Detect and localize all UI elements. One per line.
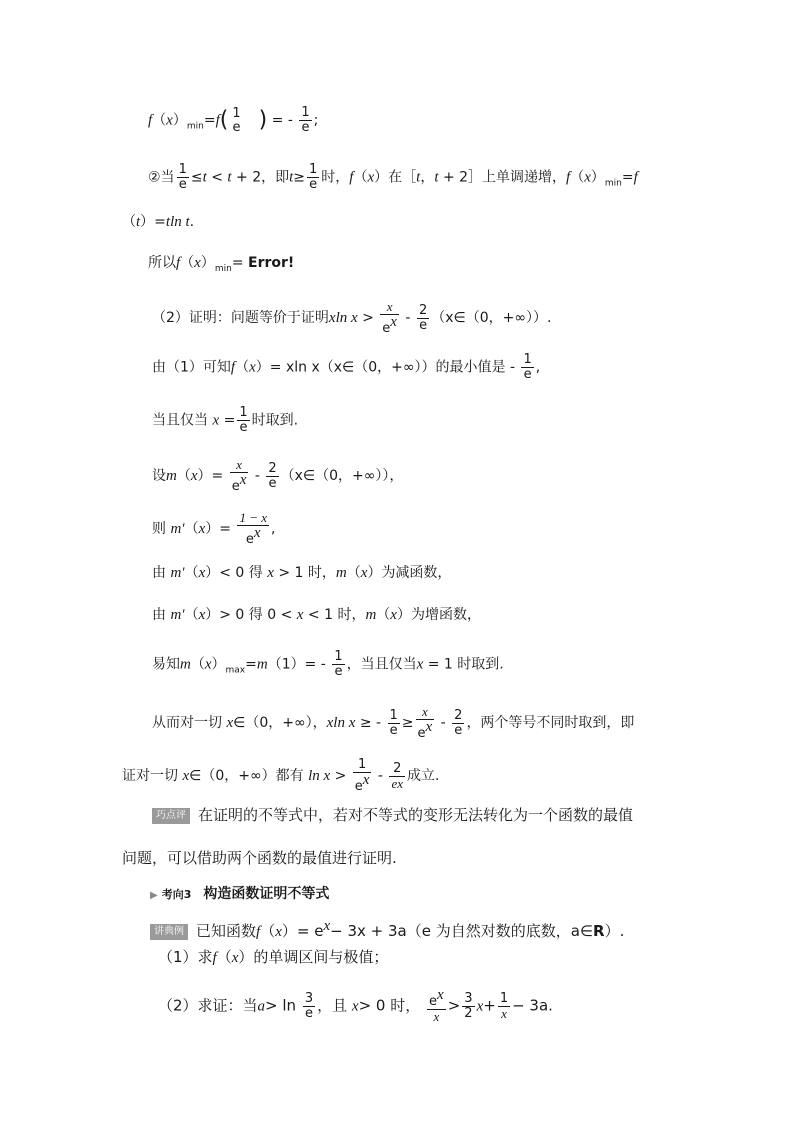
equals: = [154,214,166,230]
exponent: x [323,918,331,934]
comma: ， [420,169,435,186]
t-symbol: t [416,169,421,186]
text: 由（1）可知 [152,359,231,376]
fraction [230,458,249,494]
text: > ln [265,996,297,1015]
line-question-1: （1）求f（x）的单调区间与极值； [158,948,389,966]
error-text: Error! [248,255,295,271]
text: ，两个等号不同时取到，即 [466,715,635,731]
equals: = [621,169,634,186]
min-subscript: min [604,178,622,189]
comment-badge: 巧点评 [152,808,190,824]
f-symbol: f [212,950,217,966]
numerator: 2 [268,460,277,476]
exponent: x [437,987,444,1003]
line-from-1: 由（1）可知f（x）= xln x（x∈（0，+∞））的最小值是 - $\frac{1}{e}$ , [152,352,541,382]
f-symbol: f [256,924,261,940]
text: 由 [152,565,166,581]
text: = 1 时取到. [427,656,504,673]
denominator: e [268,475,277,491]
exponent: x [362,772,370,788]
fraction [388,709,400,738]
geq: ≥ [293,169,306,186]
m-symbol: m [256,656,268,673]
comma: , [270,521,276,537]
numerator: 1 [353,758,372,773]
text: ，且 [317,996,348,1015]
max-subscript: max [225,665,246,676]
text: 所以 [148,255,176,271]
denominator: e [231,479,240,494]
x-symbol: x [204,656,212,673]
t-symbol: t [136,214,141,230]
line-iff [152,406,298,435]
value: 1 [281,656,291,673]
x-symbol: x [275,924,282,940]
line-so-fmin: 所以$f(x)_{min}=$ Error! [148,255,295,274]
numerator: x [380,300,399,315]
t-symbol: t [289,169,294,186]
text: 在［ [388,169,417,186]
numerator: 1 [239,405,248,420]
fraction [299,106,311,135]
line-comment [152,805,633,825]
plus: + [483,996,496,1015]
numerator: 1 [309,162,318,177]
numerator: 3 [304,990,314,1006]
denominator: 2 [464,1005,473,1021]
line-example: 讲典例 已知函数$f(x)= e^x- 3x + 3a(e$ 为自然对数的底数，a∈R）. [150,916,624,942]
text: （x∈（0，+∞））. [431,310,552,326]
semicolon: ; [313,112,319,129]
comma: , [535,359,541,376]
xlnx: xln x [326,715,356,731]
comment-text: 在证明的不等式中，若对不等式的变形无法转化为一个函数的最值 [198,806,634,824]
minus: - [405,310,411,326]
fraction [462,992,474,1021]
t-symbol: t [227,169,232,186]
equals: = [231,255,244,271]
section-tag: 考向3 [161,888,192,901]
x-symbol: x [416,656,424,673]
minus: - [440,715,446,731]
text: 时， [321,169,350,186]
x-symbol: x [212,412,220,429]
gt: > [447,996,461,1015]
denominator: e [304,1005,313,1021]
x-symbol: x [367,169,375,186]
min-subscript: min [214,264,232,274]
text: 从而对一切 [152,715,222,731]
equals: = [245,656,257,673]
equals: = [219,521,231,537]
x-symbol: x [249,359,256,376]
text: = xln x（x∈（0，+∞））的最小值是 - [269,359,516,376]
line-conclusion [122,758,439,794]
text: 当且仅当 [152,412,208,429]
tlnt: tln t [165,214,190,230]
text: − 3x + 3a（e 为自然对数的底数，a∈ [330,922,593,940]
m-symbol: m [365,607,377,623]
x-symbol: x [296,607,304,623]
text: 已知函数 [196,922,257,940]
geq: ≥ [401,715,414,731]
text: 的单调区间与极值； [253,948,389,966]
numerator: 3 [464,990,473,1006]
line-max: 易知$m(x)_{max}=m(1)=$ - $\frac{1}{e}$ ，当且仅当x = 1 时取到. [152,649,504,679]
text: − 3a. [512,996,553,1015]
text: 设 [152,468,166,484]
numerator: 2 [418,302,428,318]
x-symbol: x [190,468,198,484]
equals: = [203,112,216,129]
numerator: x [416,705,435,720]
denominator: e [178,177,187,192]
x-symbol: x [231,950,239,966]
f-symbol: f [230,359,236,376]
t-symbol: t [202,169,207,186]
fraction [353,758,372,794]
fraction [389,762,405,791]
numerator: 1 [301,105,310,120]
line-derivative: 则 m′（x）= $\frac{1 - x}{e^x}$ , [152,510,276,547]
fraction [177,163,189,192]
x-symbol: x [390,607,397,623]
text: （2）求证：当 [158,996,258,1015]
fraction [266,462,278,491]
text: 则 [152,521,166,537]
x-symbol: x [182,768,190,784]
rhs: = - [271,112,293,129]
numerator: 1 [178,162,187,177]
denominator: e [417,726,426,741]
triangle-icon: ▶ [150,890,158,901]
m-prime-symbol: m′ [170,521,185,537]
denominator: ex [391,775,403,791]
text: = - [304,656,326,673]
numerator: 2 [454,707,463,723]
denominator: e [382,321,391,336]
denominator: e [301,120,310,135]
x-symbol: x [476,998,484,1015]
line-case-2: ②当 $\frac{1}{e}$ ≤t < t + 2，即t≥ $\frac{1}{e}$ 时，f（x）在［t，t + 2］上单调递增，$f(x)_{min}=f$ [148,162,638,192]
f-symbol: f [176,255,181,271]
fraction [307,163,319,192]
exponent: x [253,525,261,541]
text: > 1 时， [278,565,336,581]
denominator: e [334,664,343,679]
m-prime-symbol: m′ [170,607,185,623]
line-comment-cont [122,848,397,868]
numerator: 1 [232,105,241,121]
x-symbol: x [267,565,274,581]
fraction [237,406,249,435]
minus: - [377,768,383,784]
exponent: x [239,472,247,488]
minus: - [254,468,260,484]
denominator: e [354,779,363,794]
denominator: e [523,367,532,382]
x-symbol: x [166,112,173,129]
fraction [230,107,242,135]
denominator: e [232,119,241,135]
text: ≥ - [359,715,382,731]
text: 为增函数， [410,607,481,623]
text: 易知 [152,656,180,673]
line-question-2 [158,988,553,1024]
text: + 2］上单调递增， [442,169,567,186]
denominator: e [309,177,318,192]
numerator: x [230,458,249,473]
fraction [427,988,446,1024]
m-symbol: m [335,565,347,581]
line-for-all [152,705,634,741]
text: （1）求 [158,948,213,966]
numerator: 1 [389,707,398,723]
exponent: x [390,314,397,330]
x-symbol: x [198,607,206,623]
case-prefix: ②当 [148,169,175,186]
text: 为减函数， [381,565,452,581]
equals: = [211,468,224,484]
exponent: x [425,719,433,735]
f-symbol: f [215,112,220,129]
text: （2）证明：问题等价于证明 [152,310,329,326]
line-increasing: 由 m′（x）> 0 得 0 < x < 1 时，m（x）为增函数， [152,607,481,623]
fraction [237,511,269,547]
denominator: e [239,420,248,435]
x-symbol: x [360,565,368,581]
line-define-m: 设m（x）= $\frac{x}{e^x}$ - $\frac{2}{e}$ （x∈（0，+∞））， [152,457,404,494]
min-subscript: min [186,121,204,132]
x-symbol: x [198,565,206,581]
lt: < [211,169,223,186]
denominator: e [454,722,463,738]
a-symbol: a [257,998,266,1015]
text: > 0 时， [358,996,421,1015]
example-badge: 讲典例 [150,924,188,940]
numerator: 1 [499,990,509,1006]
denominator: x [433,1009,440,1024]
x-symbol: x [194,255,201,271]
section-heading [150,884,329,906]
xlnx: xln x [328,310,358,326]
text: < 0 得 [219,565,263,581]
text: + 2，即 [236,169,290,186]
numerator: 1 [523,352,532,367]
text: 由 [152,607,166,623]
m-symbol: m [166,468,177,484]
gt: > [362,310,374,326]
f-symbol: f [148,112,153,129]
fraction [416,705,435,741]
m-symbol: m [180,656,191,673]
f-symbol: f [349,169,354,186]
lnx: ln x [308,768,331,784]
m-prime-symbol: m′ [170,565,185,581]
fraction [521,353,533,382]
period: . [189,214,195,230]
text: 成立. [406,768,440,784]
denominator: e [245,532,254,547]
denominator: e [419,317,428,333]
line-decreasing: 由 m′（x）< 0 得 x > 1 时，m（x）为减函数， [152,565,452,581]
fraction [452,709,464,738]
section-title: 构造函数证明不等式 [203,886,330,902]
line-proof-2 [152,300,551,336]
numerator: 1 − x [239,510,267,525]
text: ∈（0，+∞）， [233,715,327,731]
f-symbol: f [633,169,638,186]
text: ∈（0，+∞）都有 [189,768,304,784]
fraction [303,992,315,1021]
text: > 0 得 0 < [219,607,293,623]
x-symbol: x [351,998,359,1015]
fraction [332,650,344,679]
gt: > [334,768,347,784]
x-symbol: x [584,169,591,186]
text: = e [296,922,324,940]
x-symbol: x [226,715,234,731]
numerator: 1 [334,649,343,664]
text: ）. [604,922,625,940]
denominator: e [389,722,398,738]
x-symbol: x [198,521,206,537]
fraction [498,992,510,1021]
comment-text: 问题，可以借助两个函数的最值进行证明. [122,849,397,867]
text: （x∈（0，+∞））， [280,468,404,484]
denominator: x [501,1005,507,1021]
f-symbol: f [566,169,571,186]
text: 证对一切 [122,768,178,784]
real-set: R [593,922,605,940]
numerator: e [429,994,438,1009]
fraction [417,304,429,333]
t-symbol: t [434,169,439,186]
numerator: 2 [389,762,405,777]
equals: = [223,412,236,429]
text: 时取到. [251,412,299,429]
fraction [380,300,399,336]
line-ft: （t）=tln t. [122,214,195,230]
text: ，当且仅当 [346,656,417,673]
leq: ≤ [190,169,203,186]
line-fmin-value: $f(x)_{min}=f$( 1 e ) = - $\frac{1}{e}$ ; [148,105,319,135]
text: < 1 时， [307,607,366,623]
